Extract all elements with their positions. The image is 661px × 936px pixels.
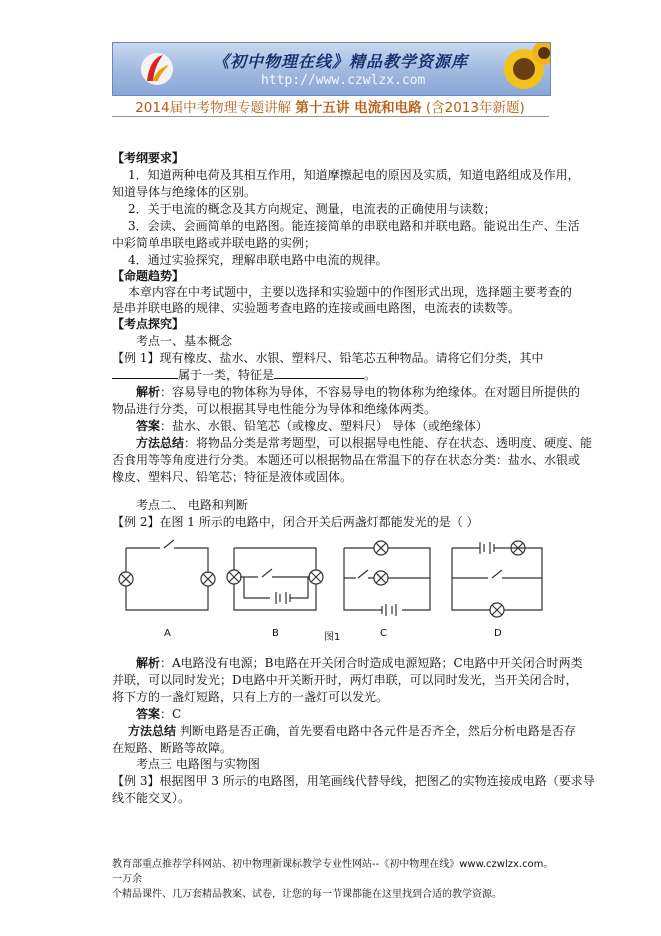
page-footer xyxy=(112,857,554,902)
example2-analysis-cont: 将下方的一盏灯短路，只有上方的一盏灯可以发光。 xyxy=(112,690,389,704)
footer-line: 教育部重点推荐学科网站、初中物理新课标教学专业性网站--《初中物理在线》www.czwlzx.com。一万余 xyxy=(112,859,554,885)
example1-question: 【例 1】现有橡皮、盐水、水银、塑料尺、铅笔芯五种物品。请将它们分类，其中 xyxy=(112,351,544,365)
example1-analysis-cont: 物品进行分类，可以根据其导电性能分为导体和绝缘体两类。 xyxy=(112,402,437,416)
footer-line: 个精品课件、几万套精品教案、试卷，让您的每一节课都能在这里找到合适的教学资源。 xyxy=(112,889,502,900)
example1-answer: 答案：盐水、水银、铅笔芯（或橡皮、塑料尺） 导体（或绝缘体） xyxy=(136,419,488,433)
trend-line: 本章内容在中考试题中，主要以选择和实验题中的作图形式出现，选择题主要考查的 xyxy=(128,285,573,299)
syllabus-line: 2．关于电流的概念及其方向规定、测量，电流表的正确使用与读数； xyxy=(128,202,496,216)
banner-title: 《初中物理在线》精品教学资源库 xyxy=(213,52,469,71)
banner-url: http://www.czwlzx.com xyxy=(261,73,426,88)
example2-method-cont: 在短路、断路等故障。 xyxy=(112,741,233,755)
syllabus-line: 4．通过实验探究，理解串联电路中电流的规律。 xyxy=(128,253,388,267)
fig-label-c: C xyxy=(380,628,387,639)
syllabus-line: 知道导体与绝缘体的区别。 xyxy=(112,185,257,199)
lamp-icon xyxy=(374,541,388,555)
example2-analysis: 解析：A电路没有电源；B电路在开关闭合时造成电源短路；C电路中开关闭合时两类 xyxy=(136,656,583,670)
circuit-diagram xyxy=(112,532,554,644)
example1-method: 方法总结：将物品分类是常考题型，可以根据导电性能、存在状态、透明度、硬度、能 xyxy=(136,436,593,450)
point3-heading: 考点三 电路图与实物图 xyxy=(136,757,260,771)
example2-method: 方法总结 判断电路是否正确，首先要看电路中各元件是否齐全，然后分析电路是否存 xyxy=(128,724,576,738)
circuit-b xyxy=(227,548,323,610)
syllabus-line: 1．知道两种电荷及其相互作用，知道摩擦起电的原因及实质，知道电路组成及作用， xyxy=(128,168,580,182)
title-divider xyxy=(112,116,549,117)
fig-label-a: A xyxy=(164,628,171,639)
fig-caption: 图1 xyxy=(324,632,341,643)
example2-answer: 答案：C xyxy=(136,707,182,721)
example2-analysis-cont: 并联，可以同时发光；D电路中开关断开时，两灯串联，可以同时发光，当开关闭合时， xyxy=(112,673,578,687)
syllabus-line: 中彩简单串联电路或并联电路的实例； xyxy=(112,236,317,250)
title-part-1: 2014届中考物理专题讲解 xyxy=(135,100,292,116)
example1-method-cont: 否食用等等角度进行分类。本题还可以根据物品在常温下的存在状态分类：盐水、水银或 xyxy=(112,453,581,467)
lamp-icon xyxy=(309,570,323,584)
example3-question-cont: 线不能交叉）。 xyxy=(112,791,191,805)
point1-heading: 考点一、基本概念 xyxy=(136,334,233,348)
header-banner xyxy=(112,42,551,96)
circuit-a xyxy=(119,540,215,610)
fig-label-d: D xyxy=(494,628,502,639)
circuit-d xyxy=(452,541,542,617)
example1-question-cont: 属于一类，特征是 。 xyxy=(112,367,376,383)
section-syllabus: 【考纲要求】 xyxy=(112,151,185,165)
trend-line: 是串并联电路的规律、实验题考查电路的连接或画电路图，电流表的读数等。 xyxy=(112,301,521,315)
section-explore: 【考点探究】 xyxy=(112,317,185,331)
circuit-c xyxy=(344,541,430,616)
sunflower-icon xyxy=(490,43,550,95)
lamp-icon xyxy=(227,570,241,584)
example1-method-cont: 橡皮、塑料尺、铅笔芯；特征是液体或固体。 xyxy=(112,470,353,484)
section-trend: 【命题趋势】 xyxy=(112,269,185,283)
lamp-icon xyxy=(201,572,215,586)
figure-1-circuits xyxy=(112,532,554,644)
example3-question: 【例 3】根据图甲 3 所示的电路图，用笔画线代替导线，把图乙的实物连接成电路（要求导 xyxy=(112,774,595,788)
point2-heading: 考点二、 电路和判断 xyxy=(136,498,248,512)
lamp-icon xyxy=(119,572,133,586)
fig-label-b: B xyxy=(272,628,279,639)
title-part-3: (含2013年新题) xyxy=(425,100,525,116)
lamp-icon xyxy=(490,603,504,617)
example2-question: 【例 2】在图 1 所示的电路中，闭合开关后两盏灯都能发光的是（ ） xyxy=(112,515,479,529)
page-title xyxy=(90,96,570,116)
example1-analysis: 解析：容易导电的物体称为导体，不容易导电的物体称为绝缘体。在对题目所提供的 xyxy=(136,385,581,399)
title-part-2: 第十五讲 电流和电路 xyxy=(295,100,422,116)
lamp-icon xyxy=(374,571,388,585)
syllabus-line: 3．会读、会画简单的电路图。能连接简单的串联电路和并联电路。能说出生产、生活 xyxy=(128,219,580,233)
site-logo-icon xyxy=(139,51,175,87)
